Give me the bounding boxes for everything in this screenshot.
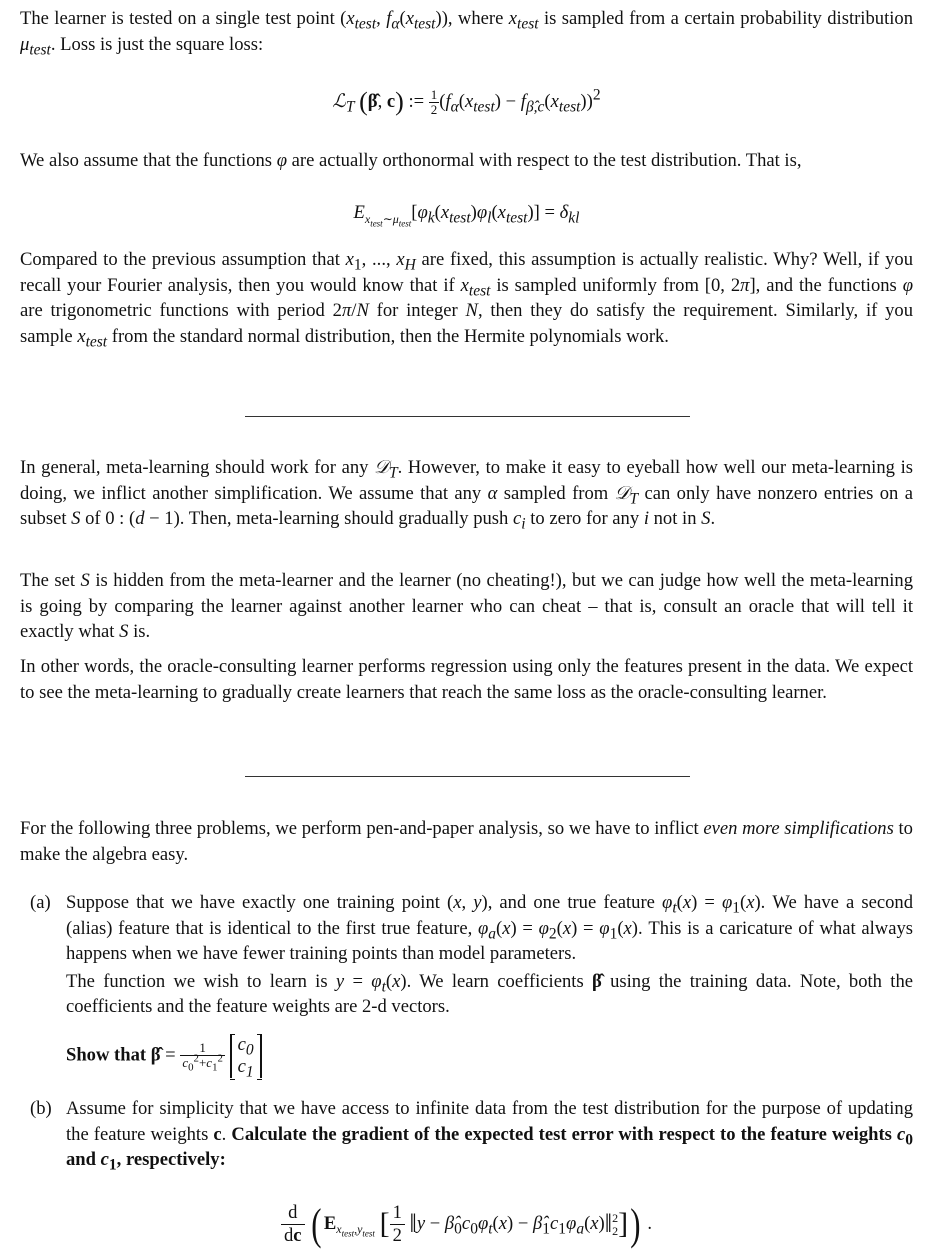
problem-a-text: Suppose that we have exactly one training point (x, y), and one true feature $\varphi_t(x) = \varphi_1(x)$. We have a second (alias) feature that is identical to the first true feature, $\varphi_a(x) = \varphi_2(x) = \varphi_1(x)$. This is a caricature of what always happens when we have fewer training points than model parameters. [66,892,913,965]
problem-a [30,890,914,1081]
equation-gradient: $\frac{d}{dc}$ ( $E_{x_{test},y_{test}}$ [ $\frac{1}{2}$ ‖y − $\betâ_0c_0\varphi_t(x)$ − $\betâ_1c_1\varphi_a(x)‖2$ 2]) . [20,1202,913,1247]
paragraph-simplifications: For the following three problems, we perform pen-and-paper analysis, so we have to inflict even more simplifications to make the algebra easy. [20,818,913,865]
problem-a-text-2: The function we wish to learn is $y = \varphi_t(x)$. We learn coefficients β̂ using the training data. Note, both the coefficients and the feature weights are 2-d vectors. [66,970,914,1018]
section-divider [245,416,690,417]
coefficient-vector: $c_0$ $c_1$ [230,1034,262,1078]
paragraph-meta-learning: In general, meta-learning should work for any 𝒟$_T$. However, to make it easy to eyeball how well our meta-learning is doing, we inflict another simplification. We assume that any α sampled from 𝒟$_T$ can only have nonzero entries on a subset S of 0 : (d − 1). Then, meta-learning should gradually push $c_i$ to zero for any i not in S. [20,457,913,533]
problem-a-label: (a) [30,892,51,913]
paragraph-oracle: The set S is hidden from the meta-learner and the learner (no cheating!), but we can judge how well the meta-learning is going by comparing the learner against another learner who can cheat – that is, consult an oracle that will tell it exactly what S is. [20,570,914,643]
problem-b [30,1096,913,1173]
paragraph-oracle-learner: In other words, the oracle-consulting learner performs regression using only the features present in the data. We expect to see the meta-learning to gradually create learners that reach the same loss as the oracle-consulting learner. [20,656,913,703]
equation-orthonormal: $E_{x_{test}\sim\mu_{test}}[\varphi_k(x_{test})\varphi_l(x_{test})] = \delta_{kl}$ [353,202,580,229]
equation-loss: ℒ$_T$ (β̂, c) := $\frac{1}{2}$ $(f_\alpha(x_{test}) - f_{\betâ,c}(x_{test}))^2$ [332,86,601,117]
problem-a-show: Show that β̂ = $\frac{1}{c_0^2+c_1^2}$ $c_0$ $c_1$ [66,1034,913,1078]
section-divider-2 [245,776,690,777]
paragraph-orthonormal: We also assume that the functions φ are actually orthonormal with respect to the test distribution. That is, [20,150,802,171]
problem-b-label: (b) [30,1098,52,1119]
paragraph-realistic: Compared to the previous assumption that $x_1$, ..., $x_H$ are fixed, this assumption is actually realistic. Why? Well, if you recall your Fourier analysis, then you would know that if $x_{test}$ is sampled uniformly from [0, 2π], and the functions φ are trigonometric functions with period 2π/N for integer N, then they do satisfy the requirement. Similarly, if you sample $x_{test}$ from the standard normal distribution, then the Hermite polynomials work. [20,249,913,351]
problem-b-text: Assume for simplicity that we have access to infinite data from the test distribution for the purpose of updating the feature weights c. Calculate the gradient of the expected test error with respect to the feature weights $c_0$ and $c_1$, respectively: [66,1098,914,1174]
paragraph-test-point: The learner is tested on a single test point ($x_{test}$, $f_\alpha(x_{test})$), where $x_{test}$ is sampled from a certain probability distribution $\mu_{test}$. Loss is just the square loss: [20,8,913,59]
